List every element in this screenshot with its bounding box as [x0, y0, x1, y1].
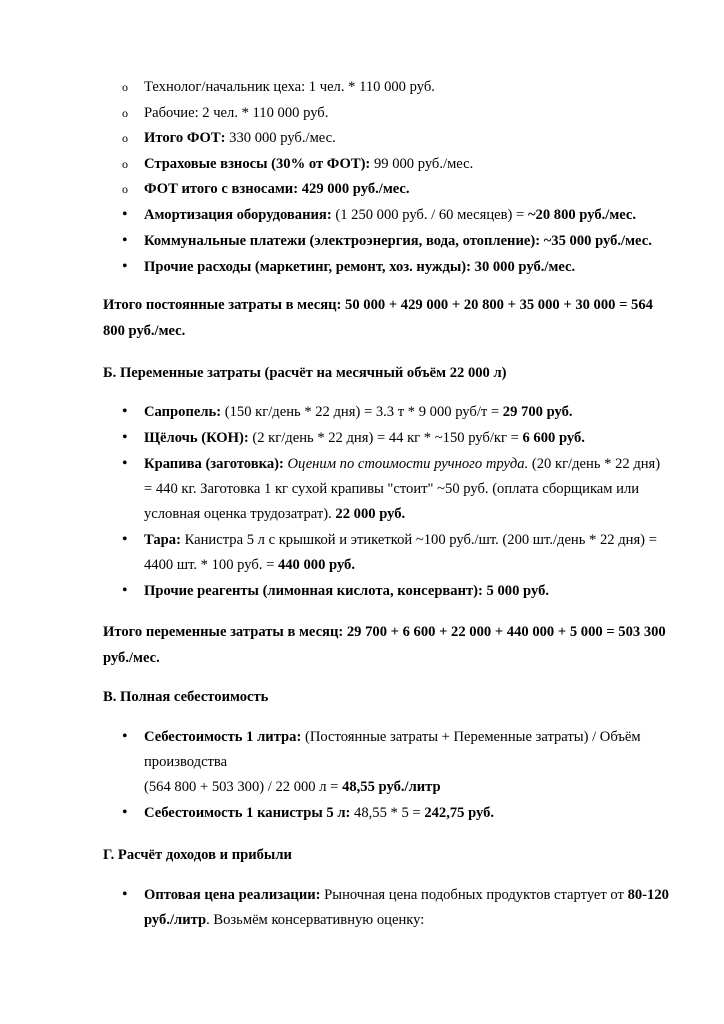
text-run: 242,75 руб. [424, 805, 495, 821]
text-run: 48,55 руб./литр [342, 779, 441, 795]
text-line [103, 623, 666, 641]
text-line [144, 556, 355, 574]
text-run: 29 700 руб. [502, 404, 573, 420]
list-marker: • [122, 206, 128, 223]
text-run: Итого постоянные затраты в месяц: 50 000 + 429 000 + 20 800 + 35 000 + 30 000 = 564 [103, 297, 653, 313]
text-run: Оценим по стоимости ручного труда. [287, 456, 529, 472]
text-run: Коммунальные платежи (электроэнергия, вода, отопление): ~35 000 руб./мес. [144, 233, 652, 249]
text-run: (2 кг/день * 22 дня) = 44 кг * ~150 руб/кг = [248, 430, 523, 446]
text-line [144, 206, 636, 224]
text-line [103, 364, 507, 382]
text-line [144, 180, 410, 198]
text-run: Б. Переменные затраты (расчёт на месячный объём 22 000 л) [103, 365, 507, 381]
text-line [144, 778, 441, 796]
text-run: (Постоянные затраты + Переменные затраты) / Объём [301, 729, 641, 745]
text-run: Рыночная цена подобных продуктов стартует от [320, 887, 628, 903]
list-marker: • [122, 728, 128, 745]
text-line [144, 753, 227, 771]
text-run: Себестоимость 1 литра: [144, 729, 302, 745]
text-run: Страховые взносы (30% от ФОТ): [144, 156, 371, 172]
text-run: ~20 800 руб./мес. [527, 207, 637, 223]
text-line [144, 455, 660, 473]
text-line [144, 104, 328, 122]
text-run: Прочие реагенты (лимонная кислота, консервант): 5 000 руб. [144, 583, 550, 599]
list-marker: o [122, 157, 128, 171]
text-run: В. Полная себестоимость [103, 689, 269, 705]
list-marker: • [122, 886, 128, 903]
list-marker: o [122, 131, 128, 145]
text-line [144, 480, 639, 498]
text-run: Технолог/начальник цеха: 1 чел. * 110 000 руб. [144, 79, 435, 95]
text-line [144, 582, 549, 600]
text-line [144, 728, 641, 746]
text-run: Себестоимость 1 канистры 5 л: [144, 805, 351, 821]
text-run: Оптовая цена реализации: [144, 887, 321, 903]
text-run: Щёлочь (КОН): [144, 430, 249, 446]
list-marker: • [122, 232, 128, 249]
text-run: 6 600 руб. [522, 430, 585, 446]
text-run: . Возьмём консервативную оценку: [206, 912, 425, 928]
text-run: руб./литр [144, 912, 207, 928]
text-line [144, 505, 405, 523]
text-run: 80-120 [627, 887, 669, 903]
text-line [144, 129, 336, 147]
text-run: 22 000 руб. [335, 506, 406, 522]
text-run: 4400 шт. * 100 руб. = [144, 557, 278, 573]
text-line [144, 886, 669, 904]
text-run: 99 000 руб./мес. [370, 156, 474, 172]
text-run: (20 кг/день * 22 дня) [528, 456, 661, 472]
text-run: (150 кг/день * 22 дня) = 3.3 т * 9 000 руб/т = [221, 404, 503, 420]
text-run: руб./мес. [103, 650, 160, 666]
text-run: Прочие расходы (маркетинг, ремонт, хоз. нужды): 30 000 руб./мес. [144, 259, 576, 275]
text-run: Г. Расчёт доходов и прибыли [103, 847, 292, 863]
list-marker: • [122, 429, 128, 446]
text-line [144, 429, 585, 447]
text-run: условная оценка трудозатрат). [144, 506, 336, 522]
text-run: ФОТ итого с взносами: 429 000 руб./мес. [144, 181, 410, 197]
text-line [103, 846, 292, 864]
text-run: Амортизация оборудования: [144, 207, 332, 223]
list-marker: • [122, 258, 128, 275]
text-line [144, 78, 435, 96]
text-run: Тара: [144, 532, 181, 548]
text-line [144, 531, 657, 549]
text-line [103, 296, 653, 314]
list-marker: o [122, 182, 128, 196]
text-line [144, 403, 573, 421]
text-run: (564 800 + 503 300) / 22 000 л = [144, 779, 343, 795]
list-marker: o [122, 80, 128, 94]
text-line [103, 649, 160, 667]
text-run: (1 250 000 руб. / 60 месяцев) = [331, 207, 528, 223]
text-run: 330 000 руб./мес. [225, 130, 336, 146]
list-marker: o [122, 106, 128, 120]
text-line [144, 155, 473, 173]
text-run: 440 000 руб. [277, 557, 356, 573]
text-run: Итого ФОТ: [144, 130, 226, 146]
text-line [144, 258, 575, 276]
text-run: производства [144, 754, 228, 770]
text-run: = 440 кг. Заготовка 1 кг сухой крапивы "стоит" ~50 руб. (оплата сборщикам или [144, 481, 640, 497]
text-line [144, 804, 494, 822]
text-run: Итого переменные затраты в месяц: 29 700 + 6 600 + 22 000 + 440 000 + 5 000 = 503 300 [103, 624, 666, 640]
text-run: 48,55 * 5 = [350, 805, 425, 821]
list-marker: • [122, 531, 128, 548]
text-line [144, 232, 652, 250]
text-run: Рабочие: 2 чел. * 110 000 руб. [144, 105, 329, 121]
list-marker: • [122, 455, 128, 472]
text-run: Крапива (заготовка): [144, 456, 284, 472]
text-run: Канистра 5 л с крышкой и этикеткой ~100 руб./шт. (200 шт./день * 22 дня) = [180, 532, 657, 548]
list-marker: • [122, 582, 128, 599]
text-run: Сапропель: [144, 404, 222, 420]
list-marker: • [122, 403, 128, 420]
list-marker: • [122, 804, 128, 821]
text-line [103, 688, 268, 706]
text-line [103, 322, 185, 340]
text-line [144, 911, 424, 929]
text-run: 800 руб./мес. [103, 323, 186, 339]
